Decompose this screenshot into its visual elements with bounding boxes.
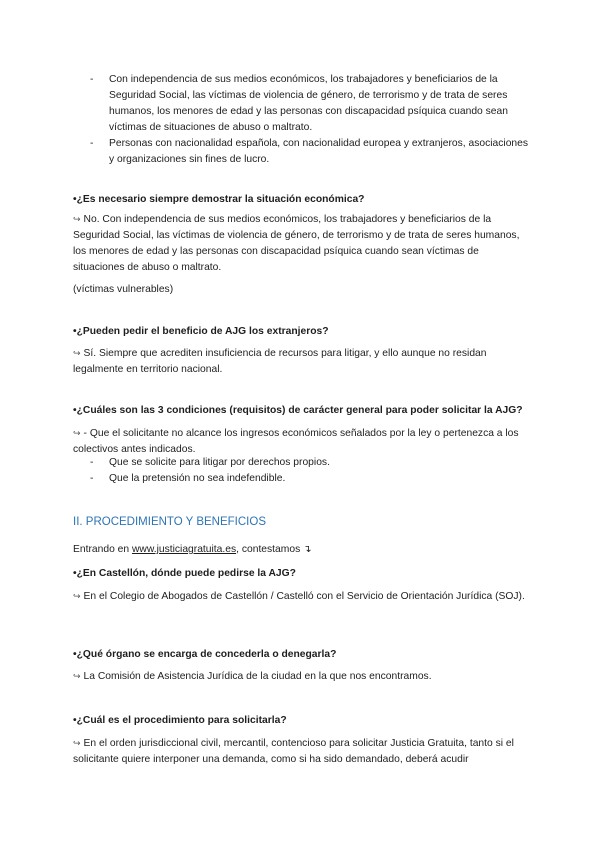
section-intro bbox=[73, 542, 533, 558]
list-item bbox=[73, 471, 533, 487]
requirements-list bbox=[73, 455, 533, 487]
dash-marker: - bbox=[90, 74, 94, 85]
question-text: ¿Es necesario siempre demostrar la situación económica? bbox=[76, 194, 365, 205]
arrow-icon: ↪ bbox=[73, 428, 81, 438]
dash-marker: - bbox=[90, 457, 94, 468]
bullet-marker: • bbox=[73, 405, 77, 416]
question-text: ¿Cuáles son las 3 condiciones (requisitos) de carácter general para poder solicitar la AJG? bbox=[76, 405, 523, 416]
dash-marker: - bbox=[90, 473, 94, 484]
list-item-text: Que se solicite para litigar por derechos propios. bbox=[109, 457, 330, 468]
question-heading bbox=[73, 713, 533, 729]
answer-text: En el orden jurisdiccional civil, mercantil, contencioso para solicitar Justicia Gratuita, tanto si el solicitante quiere interponer una demanda, como si ha sido demandado, deberá acudir bbox=[73, 738, 514, 765]
list-item bbox=[73, 455, 533, 471]
question-heading bbox=[73, 403, 533, 419]
question-text: ¿Cuál es el procedimiento para solicitarla? bbox=[76, 715, 287, 726]
arrow-icon: ↪ bbox=[73, 348, 81, 358]
answer-paragraph bbox=[73, 588, 533, 605]
question-text: ¿En Castellón, dónde puede pedirse la AJG? bbox=[76, 568, 296, 579]
answer-paragraph bbox=[73, 425, 533, 458]
list-item-text: Que la pretensión no sea indefendible. bbox=[109, 473, 286, 484]
intro-text: , contestamos bbox=[236, 544, 304, 555]
question-text: ¿Qué órgano se encarga de concederla o denegarla? bbox=[76, 649, 337, 660]
answer-paragraph bbox=[73, 345, 533, 378]
answer-paragraph bbox=[73, 211, 533, 276]
list-item-text: Personas con nacionalidad española, con nacionalidad europea y extranjeros, asociaciones y organizaciones sin fines de lucro. bbox=[109, 138, 529, 165]
dash-marker: - bbox=[90, 138, 94, 149]
intro-list bbox=[73, 72, 533, 168]
bullet-marker: • bbox=[73, 326, 77, 337]
answer-text: Sí. Siempre que acrediten insuficiencia de recursos para litigar, y ello aunque no residan legalmente en territorio nacional. bbox=[73, 348, 487, 375]
arrow-icon: ↪ bbox=[73, 738, 81, 748]
bullet-marker: • bbox=[73, 568, 77, 579]
arrow-down-icon: ↴ bbox=[303, 544, 312, 555]
answer-paragraph bbox=[73, 735, 533, 768]
question-heading bbox=[73, 647, 533, 663]
question-text: ¿Pueden pedir el beneficio de AJG los extranjeros? bbox=[76, 326, 329, 337]
list-item-text: Con independencia de sus medios económicos, los trabajadores y beneficiarios de la Seguridad Social, las víctimas de violencia de género, de terrorismo y de trata de seres humanos, los menores de edad y las personas con discapacidad psíquica cuando sean víctimas de situaciones de abuso o maltrato. bbox=[109, 74, 508, 133]
arrow-icon: ↪ bbox=[73, 214, 81, 224]
question-heading bbox=[73, 566, 533, 582]
answer-text: La Comisión de Asistencia Jurídica de la ciudad en la que nos encontramos. bbox=[83, 671, 432, 682]
answer-text: - Que el solicitante no alcance los ingresos económicos señalados por la ley o pertenezca a los colectivos antes indicados. bbox=[73, 428, 519, 455]
note-text: (víctimas vulnerables) bbox=[73, 284, 174, 295]
arrow-icon: ↪ bbox=[73, 671, 81, 681]
bullet-marker: • bbox=[73, 649, 77, 660]
answer-paragraph bbox=[73, 668, 533, 685]
bullet-marker: • bbox=[73, 715, 77, 726]
list-item bbox=[73, 136, 533, 168]
bullet-marker: • bbox=[73, 194, 77, 205]
question-heading bbox=[73, 324, 533, 340]
arrow-icon: ↪ bbox=[73, 591, 81, 601]
intro-text: Entrando en bbox=[73, 544, 132, 555]
question-heading bbox=[73, 192, 533, 208]
section-heading: II. PROCEDIMIENTO Y BENEFICIOS bbox=[73, 516, 266, 528]
answer-text: En el Colegio de Abogados de Castellón / Castelló con el Servicio de Orientación Jurídica (SOJ). bbox=[83, 591, 525, 602]
answer-text: No. Con independencia de sus medios económicos, los trabajadores y beneficiarios de la Seguridad Social, las víctimas de violencia de género, de terrorismo y de trata de seres humanos, los menores de edad y las personas con discapacidad psíquica cuando sean víctimas de situaciones de abuso o maltrato. bbox=[73, 214, 520, 273]
website-link[interactable]: www.justiciagratuita.es bbox=[131, 544, 237, 555]
list-item bbox=[73, 72, 533, 136]
